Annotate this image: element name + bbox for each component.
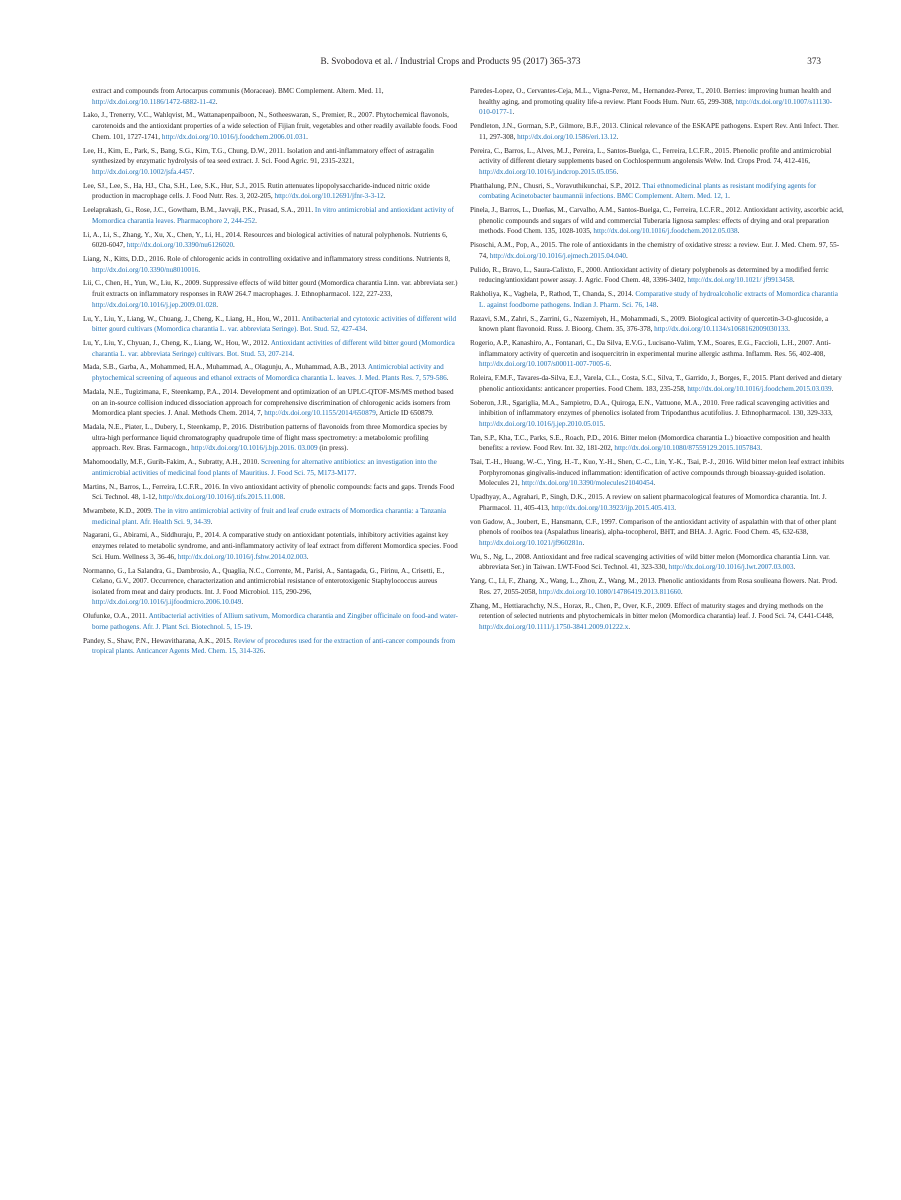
reference-link[interactable]: http://dx.doi.org/10.1016/j.fshw.2014.02.003 [177, 552, 307, 561]
reference-text: Lii, C., Chen, H., Yun, W., Liu, K., 2009. Suppressive effects of wild bitter gourd (Momordica charantia Linn. var. abbreviata ser.) fruit extracts on inflammatory responses in RAW 264.7 macrophages. J. Ethnopharmacol. 122, 227-233, [83, 279, 458, 299]
reference-text: Mwambete, K.D., 2009. [83, 507, 155, 515]
reference-entry [470, 240, 845, 261]
reference-entry [83, 110, 458, 142]
reference-entry [470, 517, 845, 549]
reference-text: Lako, J., Trenerry, V.C., Wahlqvist, M., Wattanapenpaiboon, N., Sotheeswaran, S., Premier, R., 2007. Phytochemical flavonols, carotenoids and the antioxidant properties of a wide selection of Fijian fruit, vegetables and other readily available foods. Food Chem. 101, 1727-1741, [83, 111, 458, 141]
reference-text: Pulido, R., Bravo, L., Saura-Calixto, F., 2000. Antioxidant activity of dietary polyphenols as determined by a modified ferric reducing/antioxidant power assay. J. Agric. Food Chem. 48, 3396-3402, [470, 265, 829, 285]
reference-link[interactable]: http://dx.doi.org/10.1016/j.indcrop.2015.05.056 [479, 167, 617, 176]
reference-text: Mahomoodally, M.F., Gurib-Fakim, A., Subratty, A.H., 2010. [83, 458, 261, 467]
reference-suffix: . [210, 517, 213, 526]
reference-link[interactable]: Review of procedures used for the extraction of anti-cancer compounds from tropical plants. Anticancer Agents Med. Chem. 15, 314-326 [92, 636, 456, 656]
reference-suffix: . [831, 384, 834, 393]
reference-suffix: , Article ID 650879. [375, 409, 434, 418]
journal-citation: B. Svobodova et al. / Industrial Crops and Products 95 (2017) 365-373 [320, 56, 581, 66]
reference-link[interactable]: http://dx.doi.org/10.1016/j.foodchem.2012.05.038 [593, 227, 738, 236]
reference-entry [83, 205, 458, 226]
reference-link[interactable]: http://dx.doi.org/10.1111/j.1750-3841.2009.01222.x [479, 622, 629, 631]
reference-text: extract and compounds from Artocarpus communis (Moraceae). BMC Complement. Altern. Med. 11, [92, 87, 384, 95]
reference-text: Pandey, S., Shaw, P.N., Hewavitharana, A.K., 2015. [83, 636, 234, 645]
reference-suffix: . [680, 587, 683, 596]
reference-link[interactable]: Comparative study of hydroalcoholic extracts of Momordica charantia L. against foodborne pathogens. Indian J. Pharm. Sci. 76, 148 [479, 290, 838, 309]
reference-link[interactable]: http://dx.doi.org/10.1002/jsfa.4457 [92, 167, 193, 176]
reference-link[interactable]: http://dx.doi.org/10.1134/s1068162009030133 [654, 325, 789, 334]
reference-text: Pereira, C., Barros, L., Alves, M.J., Pereira, L., Santos-Buelga, C., Ferreira, I.C.F.R., 2015. Phenolic profile and antimicrobial activity of different dietary supplements based on Cochlospermum angolensis Welw. Ind. Crops Prod. 74, 412-416, [470, 146, 832, 166]
reference-text: Lu, Y., Liu, Y., Liang, W., Chuang, J., Cheng, K., Liang, H., Hou, W., 2011. [83, 314, 302, 323]
reference-link[interactable]: http://dx.doi.org/10.3390/nu6126020 [126, 241, 234, 250]
reference-suffix: . [283, 493, 286, 502]
reference-entry [470, 552, 845, 573]
reference-suffix: . [292, 349, 294, 358]
reference-entry [83, 482, 458, 503]
reference-entry [83, 506, 458, 527]
reference-suffix: . [241, 598, 244, 607]
reference-suffix: . [263, 647, 266, 656]
reference-suffix: . [215, 97, 218, 106]
reference-link[interactable]: http://dx.doi.org/10.1016/j.tifs.2015.11.008 [158, 493, 284, 502]
reference-suffix: . [512, 108, 515, 117]
reference-suffix: . [233, 241, 235, 250]
reference-entry [83, 422, 458, 454]
reference-text: Rogerio, A.P., Kanashiro, A., Fontanari, C., Da Silva, E.V.G., Lucisano-Valim, Y.M., Soares, E.G., Faccioli, L.H., 2007. Anti-inflammatory activity of quercetin and isoquercitrin in experimental murine allergic asthma. Inflamm. Res. 56, 402-408, [470, 339, 831, 358]
reference-suffix: . [354, 468, 357, 477]
reference-entry [470, 338, 845, 370]
reference-entry [470, 205, 845, 237]
reference-link[interactable]: http://dx.doi.org/10.1016/j.jep.2009.01.028 [92, 300, 217, 309]
reference-text: Lee, SJ., Lee, S., Ha, HJ., Cha, S.H., Lee, S.K., Hur, S.J., 2015. Rutin attenuates lipopolysaccharide-induced nitric oxide production in macrophage cells. J. Food Nutr. Res. 3, 202-205, [83, 181, 430, 201]
reference-entry [470, 265, 845, 286]
reference-suffix: . [582, 538, 585, 547]
reference-entry [83, 230, 458, 251]
reference-link[interactable]: http://dx.doi.org/10.1016/j.ijfoodmicro.2006.10.049 [92, 598, 242, 607]
reference-entry [83, 338, 458, 359]
reference-entry [83, 636, 458, 657]
reference-link[interactable]: Thai ethnomedicinal plants as resistant modifying agents for combating Acinetobacter baumannii infections. BMC Complement. Altern. Med. 12, 1 [479, 181, 817, 201]
reference-link[interactable]: http://dx.doi.org/10.1586/eri.13.12 [517, 132, 617, 141]
reference-text: Madala, N.E., Piater, L., Dubery, I., Steenkamp, P., 2016. Distribution patterns of flavonoids from three Momordica species by ultra-high performance liquid chromatography quadrupole time of flight mass spectrometry: a metabolomic profiling approach. Rev. Bras. Farmacogn., [83, 423, 448, 453]
reference-text: Lee, H., Kim, E., Park, S., Bang, S.G., Kim, T.G., Chung, D.W., 2011. Isolation and anti-inflammatory effect of astragalin synthesized by enzymatic hydrolysis of tea seed extract. J. Sci. Food Agric. 91, 2315-2321, [83, 146, 434, 166]
reference-text: Li, A., Li, S., Zhang, Y., Xu, X., Chen, Y., Li, H., 2014. Resources and biological activities of natural polyphenols. Nutrients 6, 6020-6047, [83, 230, 448, 250]
reference-suffix: . [626, 251, 628, 260]
reference-entry [83, 530, 458, 562]
reference-link[interactable]: http://dx.doi.org/10.1016/j.foodchem.2015.03.039 [687, 384, 832, 393]
reference-text: Leelaprakash, G., Rose, J.C., Gowtham, B.M., Javvaji, P.K., Prasad, S.A., 2011. [83, 206, 315, 215]
reference-suffix: . [603, 419, 606, 428]
reference-suffix: . [306, 552, 309, 561]
reference-suffix: . [656, 300, 659, 309]
reference-link[interactable]: http://dx.doi.org/10.1016/j.lwt.2007.03.003 [668, 563, 794, 572]
reference-suffix: . [306, 132, 308, 141]
reference-entry [470, 398, 845, 430]
reference-entry [470, 433, 845, 454]
reference-text: Soberon, J.R., Sgariglia, M.A., Sampietro, D.A., Quiroga, E.N., Vattuone, M.A., 2010. Free radical scavenging activities and inhibition of inflammatory enzymes of phenolics isolated from Tripodanthus acutifolius. J. Ethnopharmacol. 130, 329-333, [470, 398, 833, 418]
reference-text: Lu, Y., Liu, Y., Chyuan, J., Cheng, K., Liang, W., Hou, W., 2012. [83, 339, 271, 347]
reference-text: von Gadow, A., Joubert, E., Hansmann, C.F., 1997. Comparison of the antioxidant activity of aspalathin with that of other plant phenols of rooibos tea (Aspalathus linearis), alpha-tocopherol, BHT, and BHA. J. Agric. Food Chem. 45, 632-638, [470, 517, 837, 537]
reference-suffix: (in press). [317, 444, 349, 453]
reference-suffix: . [788, 325, 790, 334]
reference-link[interactable]: http://dx.doi.org/10.3923/ijp.2015.405.413 [551, 503, 675, 512]
reference-entry [83, 181, 458, 202]
reference-text: Zhang, M., Hettiarachchy, N.S., Horax, R., Chen, P., Over, K.F., 2009. Effect of maturity stages and drying methods on the retention of selected nutrients and phytochemicals in bitter melon (Momordica charantia) leaf. J. Food Sci. 74, C441-C448, [470, 601, 834, 621]
reference-entry [83, 278, 458, 310]
reference-suffix: . [255, 216, 257, 225]
reference-entry [470, 576, 845, 597]
reference-entry [83, 254, 458, 275]
reference-entry [470, 373, 845, 394]
reference-text: Rakholiya, K., Vaghela, P., Rathod, T., Chanda, S., 2014. [470, 290, 636, 299]
reference-entry [83, 362, 458, 383]
reference-suffix: . [198, 265, 201, 274]
reference-text: Tan, S.P., Kha, T.C., Parks, S.E., Roach, P.D., 2016. Bitter melon (Momordica charantia L.) bioactive composition and health benefits: a review. Food Rev. Int. 32, 181-202, [470, 433, 830, 453]
reference-text: Phatthalung, P.N., Chusri, S., Voravuthikunchai, S.P., 2012. [470, 181, 643, 190]
reference-entry [470, 601, 845, 633]
reference-link[interactable]: http://dx.doi.org/10.1016/j.jep.2010.05.015 [479, 419, 604, 428]
reference-text: Pendleton, J.N., Gorman, S.P., Gilmore, B.F., 2013. Clinical relevance of the ESKAPE pathogens. Expert Rev. Anti Infect. Ther. 11, 297-308, [470, 122, 839, 141]
reference-text: Wu, S., Ng, L., 2008. Antioxidant and free radical scavenging activities of wild bitter melon (Momordica charantia Linn. var. abbreviata Ser.) in Taiwan. LWT-Food Sci. Technol. 41, 323-330, [470, 552, 830, 572]
reference-entry [470, 492, 845, 513]
reference-suffix: . [192, 167, 195, 176]
page-number: 373 [807, 56, 821, 66]
reference-suffix: . [250, 622, 253, 631]
reference-entry [83, 457, 458, 478]
reference-text: Pinela, J., Barros, L., Dueñas, M., Carvalho, A.M., Santos-Buelga, C., Ferreira, I.C.F.R., 2012. Antioxidant activity, ascorbic acid, phenolic compounds and sugars of wild and commercial Tuberaria lignosa samples: effects of drying and oral preparation methods. Food Chem. 135, 1028-1035, [470, 206, 844, 236]
reference-suffix: . [383, 192, 386, 201]
reference-link[interactable]: http://dx.doi.org/10.1021/jf960281n [479, 538, 583, 547]
reference-link[interactable]: In vitro antimicrobial and antioxidant activity of Momordica charantia leaves. Pharmacophore 2, 244-252 [92, 206, 454, 225]
reference-link[interactable]: http://dx.doi.org/10.1016/j.bjp.2016. 03.009 [191, 444, 318, 453]
reference-suffix: . [216, 300, 219, 309]
reference-text: Roleira, F.M.F., Tavares-da-Silva, E.J., Varela, C.L., Costa, S.C., Silva, T., Garrido, J., Borges, F., 2015. Plant derived and dietary phenolic antioxidants: anticancer properties. Food Chem. 183, 235-258, [470, 374, 842, 393]
reference-text: Yang, C., Li, F., Zhang, X., Wang, L., Zhou, Z., Wang, M., 2013. Phenolic antioxidants from Rosa soulieana flowers. Nat. Prod. Res. 27, 2055-2058, [470, 577, 838, 596]
reference-entry [470, 314, 845, 335]
reference-link[interactable]: Antibacterial and cytotoxic activities of different wild bitter gourd cultivars (Momordica charantia L. var. abbreviata Seringe). Bot. Stud. 52, 427-434 [92, 314, 457, 334]
reference-entry [83, 387, 458, 419]
reference-entry [83, 146, 458, 178]
reference-entry [470, 181, 845, 202]
reference-entry [470, 289, 845, 310]
reference-suffix: . [616, 132, 619, 141]
reference-text: Madala, N.E., Tugizimana, F., Steenkamp, P.A., 2014. Development and optimization of an UPLC-QTOF-MS/MS method based on an in-source collision induced dissociation approach for comprehensive discrimination of chlorogenic acids isomers from Momordica plant species. J. Anal. Methods Chem. 2014, 7, [83, 387, 454, 418]
reference-text: Martins, N., Barros, L., Ferreira, I.C.F.R., 2016. In vivo antioxidant activity of phenolic compounds: facts and gaps. Trends Food Sci. Technol. 48, 1-12, [83, 482, 455, 502]
reference-entry [83, 86, 458, 107]
reference-link[interactable]: http://dx.doi.org/10.1007/s11130-010-0177-1 [479, 97, 833, 117]
reference-suffix: . [628, 622, 631, 631]
reference-link[interactable]: http://dx.doi.org/10.3390/nu8010016 [92, 265, 199, 274]
reference-suffix: . [728, 192, 730, 201]
reference-link[interactable]: http://dx.doi.org/10.1080/14786419.2013.811660 [538, 587, 681, 596]
reference-text: Mada, S.B., Garba, A., Mohammed, H.A., Muhammad, A., Olagunju, A., Muhammad, A.B., 2013. [83, 363, 368, 372]
reference-suffix: . [792, 276, 795, 285]
reference-link[interactable]: Antibacterial activities of Allium sativum, Momordica charantia and Zingiber officinale on food-and water-borne pathogens. Afr. J. Plant Sci. Biotechnol. 5, 15-19 [92, 612, 458, 631]
references-left-column [83, 86, 458, 660]
reference-entry [470, 86, 845, 118]
reference-entry [83, 566, 458, 608]
reference-link[interactable]: http://dx.doi.org/10.1155/2014/650879 [264, 409, 376, 418]
reference-link[interactable]: http://dx.doi.org/10.1016/j.foodchem.2006.01.031 [161, 132, 307, 141]
reference-link[interactable]: Screening for alternative antibiotics: an investigation into the antimicrobial activities of medicinal food plants of Mauritius. J. Food Sci. 75, M173-M177 [92, 458, 437, 477]
reference-link[interactable]: http://dx.doi.org/10.3390/molecules21040454 [521, 479, 654, 488]
reference-text: Razavi, S.M., Zahri, S., Zarrini, G., Nazemiyeh, H., Mohammadi, S., 2009. Biological activity of quercetin-3-O-glucoside, a known plant flavonoid. Russ. J. Bioorg. Chem. 35, 376-378, [470, 314, 829, 334]
reference-link[interactable]: http://dx.doi.org/10.12691/jfnr-3-3-12 [274, 192, 384, 201]
reference-text: Liang, N., Kitts, D.D., 2016. Role of chlorogenic acids in controlling oxidative and inflammatory stress conditions. Nutrients 8, [83, 255, 451, 263]
reference-entry [83, 314, 458, 335]
reference-suffix: . [616, 167, 619, 176]
running-header [80, 56, 821, 70]
reference-link[interactable]: The in vitro antimicrobial activity of fruit and leaf crude extracts of Momordica charantia: a Tanzania medicinal plant. Afr. Health Sci. 9, 34-39 [92, 507, 447, 526]
reference-entry [470, 121, 845, 142]
reference-link[interactable]: http://dx.doi.org/10.1080/87559129.2015.1057843 [614, 444, 761, 453]
reference-entry [470, 146, 845, 178]
reference-suffix: . [365, 325, 368, 334]
reference-text: Pisoschi, A.M., Pop, A., 2015. The role of antioxidants in the chemistry of oxidative stress: a review. Eur. J. Med. Chem. 97, 55-74, [470, 241, 840, 260]
references-right-column [470, 86, 845, 636]
reference-suffix: . [737, 227, 740, 236]
reference-link[interactable]: http://dx.doi.org/10.1016/j.ejmech.2015.04.040 [489, 251, 627, 260]
reference-text: Tsai, T.-H., Huang, W.-C., Ying, H.-T., Kuo, Y.-H., Shen, C.-C., Lin, Y.-K., Tsai, P.-J., 2016. Wild bitter melon leaf extract inhibits Porphyromonas gingivalis-induced inflammation: identification of active compounds through bioassay-guided isolation. Molecules 21, [470, 458, 845, 488]
reference-link[interactable]: http://dx.doi.org/10.1021/ jf9913458 [687, 276, 793, 285]
reference-link[interactable]: Antioxidant activities of different wild bitter gourd (Momordica charantia L. var. abbreviata Seringe) cultivars. Bot. Stud. 53, 207-214 [92, 339, 455, 358]
reference-suffix: . [653, 479, 656, 488]
reference-link[interactable]: http://dx.doi.org/10.1007/s00011-007-7005-6 [479, 360, 610, 369]
reference-text: Normanno, G., La Salandra, G., Dambrosio, A., Quaglia, N.C., Corrente, M., Parisi, A., Santagada, G., Firinu, A., Crisetti, E., Celano, G.V., 2007. Occurrence, characterization and antimicrobial resistance of enterotoxigenic Staphylococcus aureus isolated from meat and dairy products. Int. J. Food Microbiol. 115, 290-296, [83, 566, 445, 596]
reference-text: Paredes-Lopez, O., Cervantes-Ceja, M.L., Vigna-Perez, M., Hernandez-Perez, T., 2010. Berries: improving human health and healthy aging, and promoting quality life-a review. Plant Foods Hum. Nutr. 65, 299-308, [470, 87, 832, 106]
reference-suffix: . [609, 360, 612, 369]
reference-entry [83, 611, 458, 632]
reference-entry [470, 457, 845, 489]
reference-text: Olufunke, O.A., 2011. [83, 612, 149, 621]
reference-suffix: . [446, 374, 449, 383]
reference-text: Upadhyay, A., Agrahari, P., Singh, D.K., 2015. A review on salient pharmacological features of Momordica charantia. Int. J. Pharmacol. 11, 405-413, [470, 493, 827, 512]
reference-link[interactable]: http://dx.doi.org/10.1186/1472-6882-11-42 [92, 97, 216, 106]
reference-text: Nagarani, G., Abirami, A., Siddhuraju, P., 2014. A comparative study on antioxidant potentials, inhibitory activities against key enzymes related to metabolic syndrome, and anti-inflammatory activity of leaf extract from different Momordica species. Food Sci. Hum. Wellness 3, 36-46, [83, 531, 458, 561]
reference-suffix: . [674, 503, 677, 512]
reference-suffix: . [760, 444, 763, 453]
reference-link[interactable]: Antimicrobial activity and phytochemical screening of aqueous and ethanol extracts of Momordica charantia L. leaves. J. Med. Plants Res. 7, 579-586 [92, 363, 447, 383]
reference-suffix: . [793, 563, 796, 572]
